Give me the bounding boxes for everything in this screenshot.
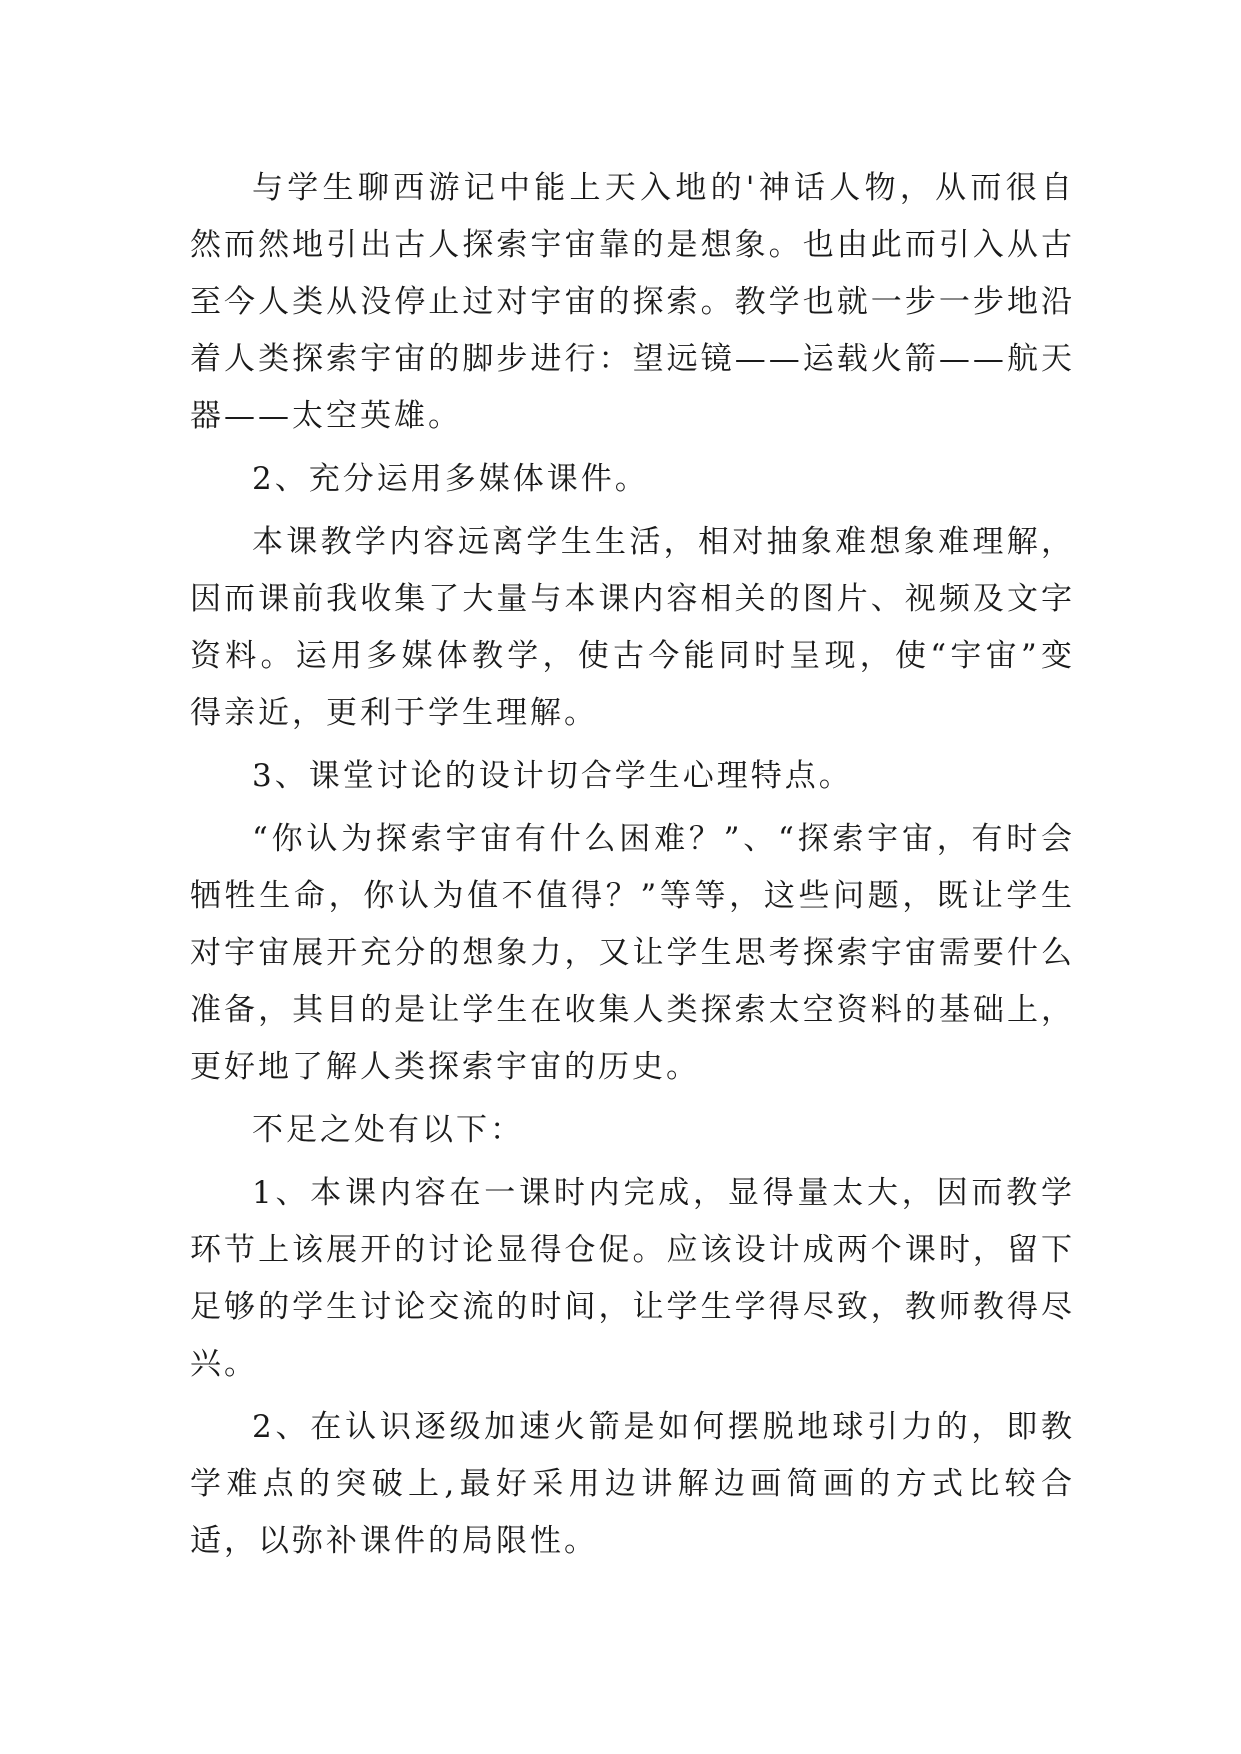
paragraph-intro: 与学生聊西游记中能上天入地的'神话人物，从而很自然而然地引出古人探索宇宙靠的是想象。也由此而引入从古至今人类从没停止过对宇宙的探索。教学也就一步一步地沿着人类探索宇宙的脚步进行：望远镜——运载火箭——航天器——太空英雄。: [190, 170, 1075, 434]
paragraph-point-3-heading: 3、课堂讨论的设计切合学生心理特点。: [252, 758, 853, 794]
document-body: [190, 160, 1075, 1570]
paragraph-discussion: “你认为探索宇宙有什么困难？”、“探索宇宙，有时会牺牲生命，你认为值不值得？”等等，这些问题，既让学生对宇宙展开充分的想象力，又让学生思考探索宇宙需要什么准备，其目的是让学生在收集人类探索太空资料的基础上，更好地了解人类探索宇宙的历史。: [190, 821, 1075, 1085]
paragraph-shortcomings-heading: 不足之处有以下：: [252, 1112, 524, 1148]
paragraph-shortcoming-2: 2、在认识逐级加速火箭是如何摆脱地球引力的，即教学难点的突破上,最好采用边讲解边画简画的方式比较合适，以弥补课件的局限性。: [190, 1409, 1075, 1559]
paragraph-point-2-heading: 2、充分运用多媒体课件。: [252, 461, 649, 497]
paragraph-multimedia: 本课教学内容远离学生生活，相对抽象难想象难理解，因而课前我收集了大量与本课内容相关的图片、视频及文字资料。运用多媒体教学，使古今能同时呈现，使“宇宙”变得亲近，更利于学生理解。: [190, 524, 1075, 731]
paragraph-shortcoming-1: 1、本课内容在一课时内完成，显得量太大，因而教学环节上该展开的讨论显得仓促。应该设计成两个课时，留下足够的学生讨论交流的时间，让学生学得尽致，教师教得尽兴。: [190, 1175, 1075, 1382]
